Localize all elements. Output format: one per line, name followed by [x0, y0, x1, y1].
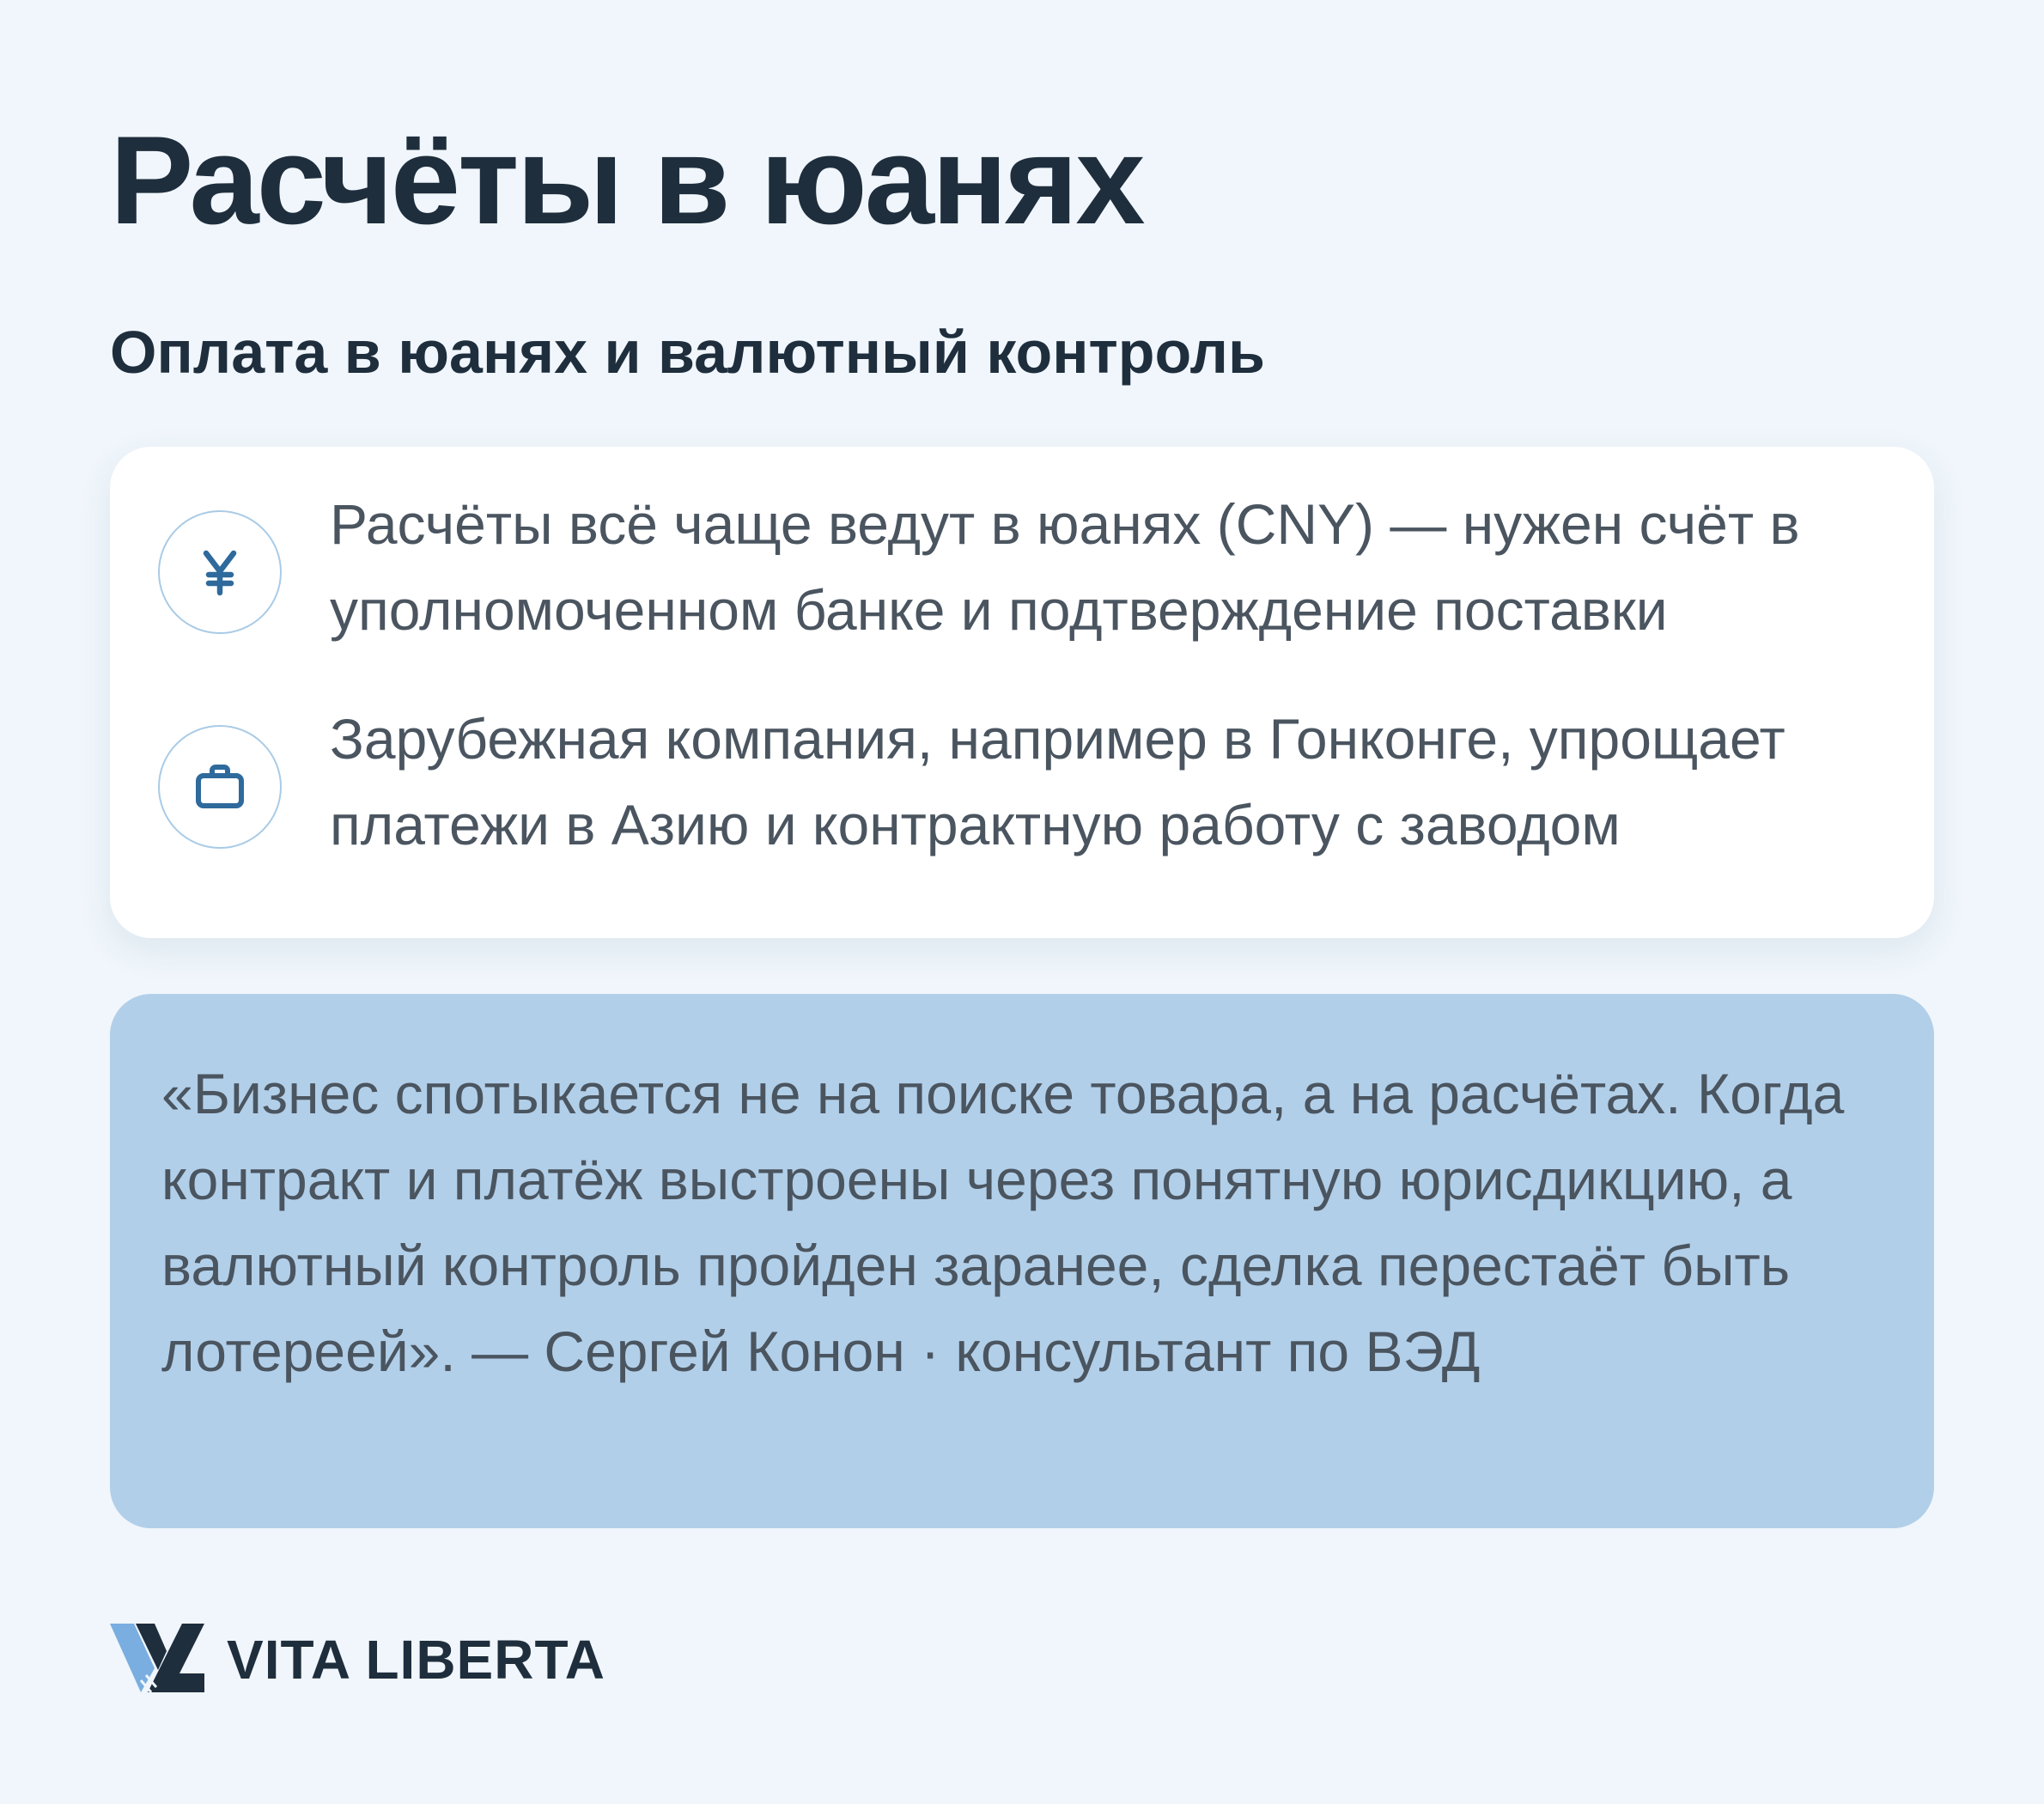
brand-logo-mark — [110, 1624, 206, 1696]
page-subtitle: Оплата в юанях и валютный контроль — [110, 319, 1266, 386]
quote-panel — [110, 994, 1934, 1528]
info-card — [110, 447, 1934, 938]
briefcase-icon — [158, 725, 282, 849]
yuan-icon — [158, 510, 282, 634]
brand-name: VITA LIBERTA — [227, 1629, 605, 1691]
info-item-yuan — [158, 491, 1883, 663]
quote-text: «Бизнес спотыкается не на поиске товара, а на расчётах. Когда контракт и платёж выстроены через понятную юрисдикцию, а валютный контроль пройден заранее, сделка перестаёт быть лотереей». — Сергей Конон · консультант по ВЭД — [161, 1062, 1845, 1383]
info-item-text: Расчёты всё чаще ведут в юанях (CNY) — нужен счёт в уполномоченном банке и подтверждение поставки — [330, 492, 1800, 642]
page-title: Расчёты в юанях — [110, 110, 1143, 250]
info-item-company — [158, 706, 1883, 878]
info-item-text: Зарубежная компания, например в Гонконге, упрощает платежи в Азию и контрактную работу с заводом — [330, 707, 1785, 856]
brand-logo — [110, 1624, 605, 1696]
